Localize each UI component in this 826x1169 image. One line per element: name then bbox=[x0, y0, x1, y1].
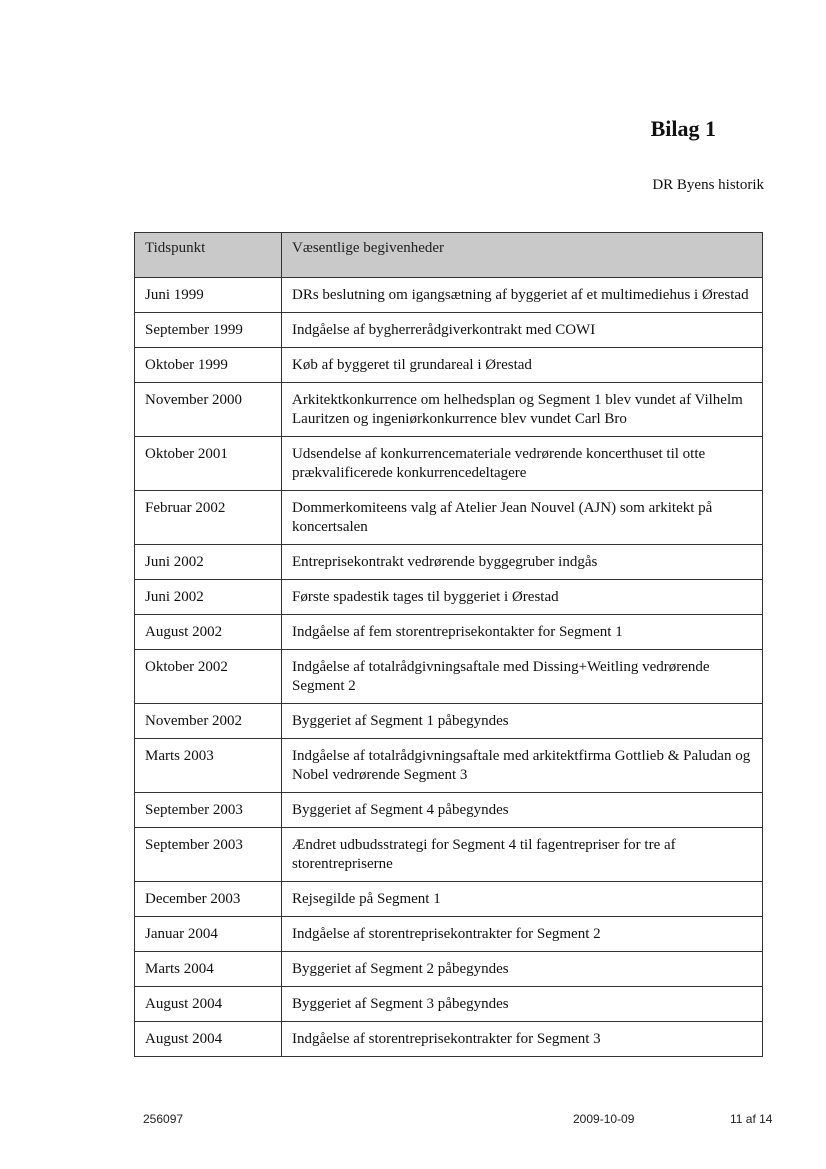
table-row bbox=[135, 313, 763, 348]
row-date: Oktober 1999 bbox=[135, 348, 282, 383]
footer-date: 2009-10-09 bbox=[573, 1112, 635, 1126]
table-row bbox=[135, 739, 763, 793]
table-row bbox=[135, 917, 763, 952]
table-row bbox=[135, 987, 763, 1022]
row-date: November 2002 bbox=[135, 704, 282, 739]
row-event: Indgåelse af totalrådgivningsaftale med arkitektfirma Gottlieb & Paludan og Nobel vedrørende Segment 3 bbox=[282, 739, 763, 793]
row-event: Arkitektkonkurrence om helhedsplan og Segment 1 blev vundet af Vilhelm Lauritzen og ingeniørkonkurrence blev vundet Carl Bro bbox=[282, 383, 763, 437]
table-row bbox=[135, 580, 763, 615]
row-event: Indgåelse af bygherrerådgiverkontrakt med COWI bbox=[282, 313, 763, 348]
row-date: Marts 2004 bbox=[135, 952, 282, 987]
row-event: Entreprisekontrakt vedrørende byggegruber indgås bbox=[282, 545, 763, 580]
row-date: August 2004 bbox=[135, 1022, 282, 1057]
row-event: Byggeriet af Segment 2 påbegyndes bbox=[282, 952, 763, 987]
row-event: Indgåelse af totalrådgivningsaftale med Dissing+Weitling vedrørende Segment 2 bbox=[282, 650, 763, 704]
table-header-row bbox=[135, 233, 763, 278]
row-event: Dommerkomiteens valg af Atelier Jean Nouvel (AJN) som arkitekt på koncertsalen bbox=[282, 491, 763, 545]
row-date: December 2003 bbox=[135, 882, 282, 917]
row-event: Byggeriet af Segment 3 påbegyndes bbox=[282, 987, 763, 1022]
row-date: September 1999 bbox=[135, 313, 282, 348]
row-date: August 2004 bbox=[135, 987, 282, 1022]
row-date: Juni 1999 bbox=[135, 278, 282, 313]
page-subtitle: DR Byens historik bbox=[652, 177, 764, 193]
header-begivenheder: Væsentlige begivenheder bbox=[282, 233, 763, 278]
row-event: Byggeriet af Segment 4 påbegyndes bbox=[282, 793, 763, 828]
footer-page-number: 11 af 14 bbox=[730, 1112, 773, 1126]
table-row bbox=[135, 704, 763, 739]
table-row bbox=[135, 882, 763, 917]
row-event: Indgåelse af storentreprisekontrakter for Segment 2 bbox=[282, 917, 763, 952]
history-table bbox=[134, 232, 763, 1057]
row-date: Februar 2002 bbox=[135, 491, 282, 545]
table-row bbox=[135, 437, 763, 491]
table-row bbox=[135, 952, 763, 987]
header-tidspunkt: Tidspunkt bbox=[135, 233, 282, 278]
row-event: Udsendelse af konkurrencemateriale vedrørende koncerthuset til otte prækvalificerede konkurrencedeltagere bbox=[282, 437, 763, 491]
table-row bbox=[135, 793, 763, 828]
table-row bbox=[135, 545, 763, 580]
row-date: Januar 2004 bbox=[135, 917, 282, 952]
row-event: Første spadestik tages til byggeriet i Ørestad bbox=[282, 580, 763, 615]
row-event: Byggeriet af Segment 1 påbegyndes bbox=[282, 704, 763, 739]
row-event: Ændret udbudsstrategi for Segment 4 til fagentrepriser for tre af storentrepriserne bbox=[282, 828, 763, 882]
table-row bbox=[135, 1022, 763, 1057]
row-date: September 2003 bbox=[135, 828, 282, 882]
row-date: Oktober 2001 bbox=[135, 437, 282, 491]
row-date: Marts 2003 bbox=[135, 739, 282, 793]
row-date: August 2002 bbox=[135, 615, 282, 650]
page-title: Bilag 1 bbox=[650, 116, 716, 141]
table-row bbox=[135, 491, 763, 545]
row-date: November 2000 bbox=[135, 383, 282, 437]
table-row bbox=[135, 615, 763, 650]
row-date: Juni 2002 bbox=[135, 580, 282, 615]
row-date: Oktober 2002 bbox=[135, 650, 282, 704]
table-row bbox=[135, 383, 763, 437]
table-row bbox=[135, 828, 763, 882]
row-event: Indgåelse af storentreprisekontrakter for Segment 3 bbox=[282, 1022, 763, 1057]
row-event: Indgåelse af fem storentreprisekontakter for Segment 1 bbox=[282, 615, 763, 650]
footer-doc-number: 256097 bbox=[143, 1112, 184, 1126]
table-row bbox=[135, 348, 763, 383]
row-event: DRs beslutning om igangsætning af byggeriet af et multimediehus i Ørestad bbox=[282, 278, 763, 313]
table-row bbox=[135, 278, 763, 313]
table-row bbox=[135, 650, 763, 704]
row-date: Juni 2002 bbox=[135, 545, 282, 580]
row-event: Køb af byggeret til grundareal i Ørestad bbox=[282, 348, 763, 383]
row-event: Rejsegilde på Segment 1 bbox=[282, 882, 763, 917]
row-date: September 2003 bbox=[135, 793, 282, 828]
